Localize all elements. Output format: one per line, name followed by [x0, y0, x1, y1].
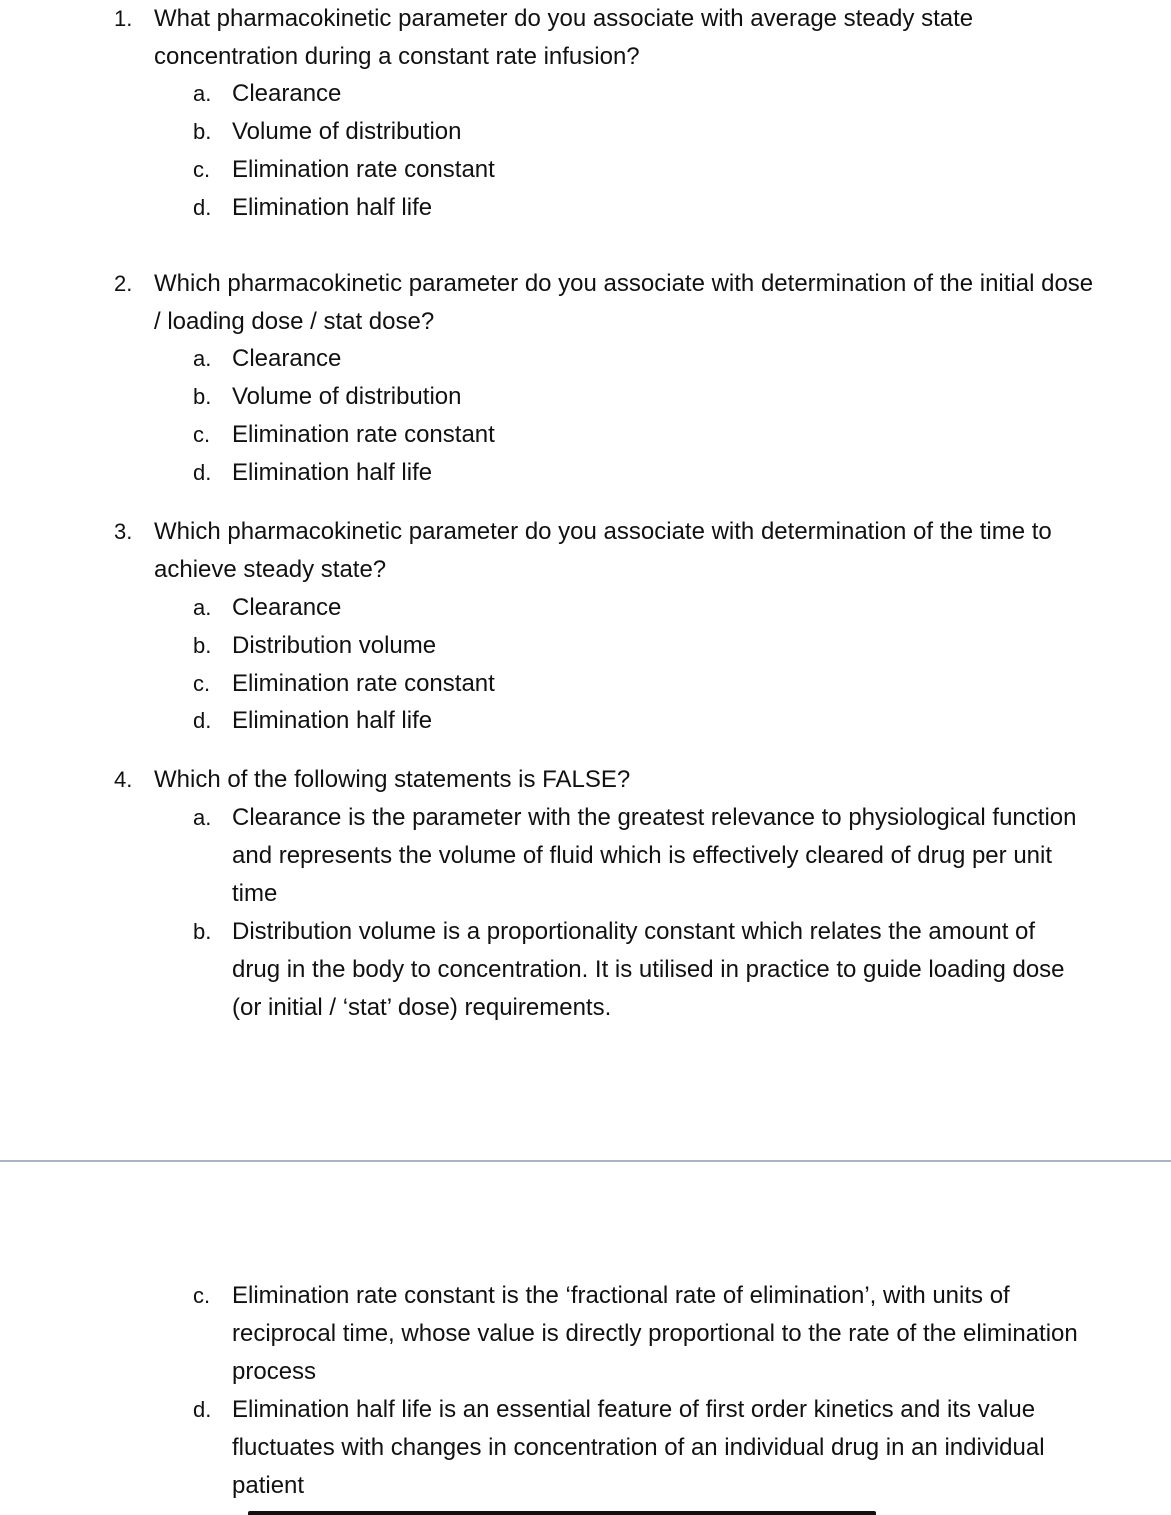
- option-text: Distribution volume: [232, 632, 437, 659]
- option-letter: a.: [193, 805, 212, 830]
- option-text: Elimination rate constant: [232, 670, 495, 697]
- option-text: Clearance: [232, 80, 342, 107]
- option-text: Elimination half life: [232, 194, 433, 221]
- option-letter: a.: [193, 595, 212, 620]
- option-letter: d.: [193, 460, 212, 485]
- option-letter: b.: [193, 384, 212, 409]
- question-text: Which of the following statements is FALSE?: [154, 766, 631, 793]
- option-text: Elimination half life: [232, 459, 433, 486]
- question-text: Which pharmacokinetic parameter do you associate with determination of the initial dose / loading dose / stat dose?: [154, 270, 1094, 335]
- question-text: Which pharmacokinetic parameter do you associate with determination of the time to achieve steady state?: [154, 518, 1052, 583]
- option-text: Volume of distribution: [232, 383, 462, 410]
- option-text: Elimination half life: [232, 707, 433, 734]
- option-letter: a.: [193, 346, 212, 371]
- option-letter: d.: [193, 195, 212, 220]
- option-letter: d.: [193, 1397, 212, 1422]
- option-letter: c.: [193, 157, 211, 182]
- option-letter: d.: [193, 708, 212, 733]
- option-letter: c.: [193, 422, 211, 447]
- option-text: Volume of distribution: [232, 118, 462, 145]
- question-number: 3.: [114, 519, 133, 544]
- option-text: Clearance: [232, 345, 342, 372]
- option-text: Clearance: [232, 594, 342, 621]
- question-number: 1.: [114, 6, 133, 31]
- option-letter: b.: [193, 919, 212, 944]
- question-number: 2.: [114, 271, 133, 296]
- option-text: Elimination rate constant is the ‘fractional rate of elimination’, with units of reciprocal time, whose value is directly proportional to the rate of the elimination process: [232, 1282, 1078, 1385]
- option-letter: a.: [193, 81, 212, 106]
- option-letter: c.: [193, 1283, 211, 1308]
- page-divider: [0, 1160, 1171, 1162]
- option-text: Elimination rate constant: [232, 421, 495, 448]
- bottom-edge-bar: [248, 1511, 876, 1515]
- question-number: 4.: [114, 767, 133, 792]
- option-text: Elimination half life is an essential feature of first order kinetics and its value fluctuates with changes in concentration of an individual drug in an individual patient: [232, 1396, 1045, 1499]
- option-text: Distribution volume is a proportionality constant which relates the amount of drug in the body to concentration. It is utilised in practice to guide loading dose (or initial / ‘stat’ dose) requirements.: [232, 918, 1065, 1021]
- option-letter: b.: [193, 633, 212, 658]
- option-text: Elimination rate constant: [232, 156, 495, 183]
- option-letter: b.: [193, 119, 212, 144]
- option-text: Clearance is the parameter with the greatest relevance to physiological function and represents the volume of fluid which is effectively cleared of drug per unit time: [232, 804, 1077, 907]
- option-letter: c.: [193, 671, 211, 696]
- question-text: What pharmacokinetic parameter do you associate with average steady state concentration during a constant rate infusion?: [154, 5, 974, 70]
